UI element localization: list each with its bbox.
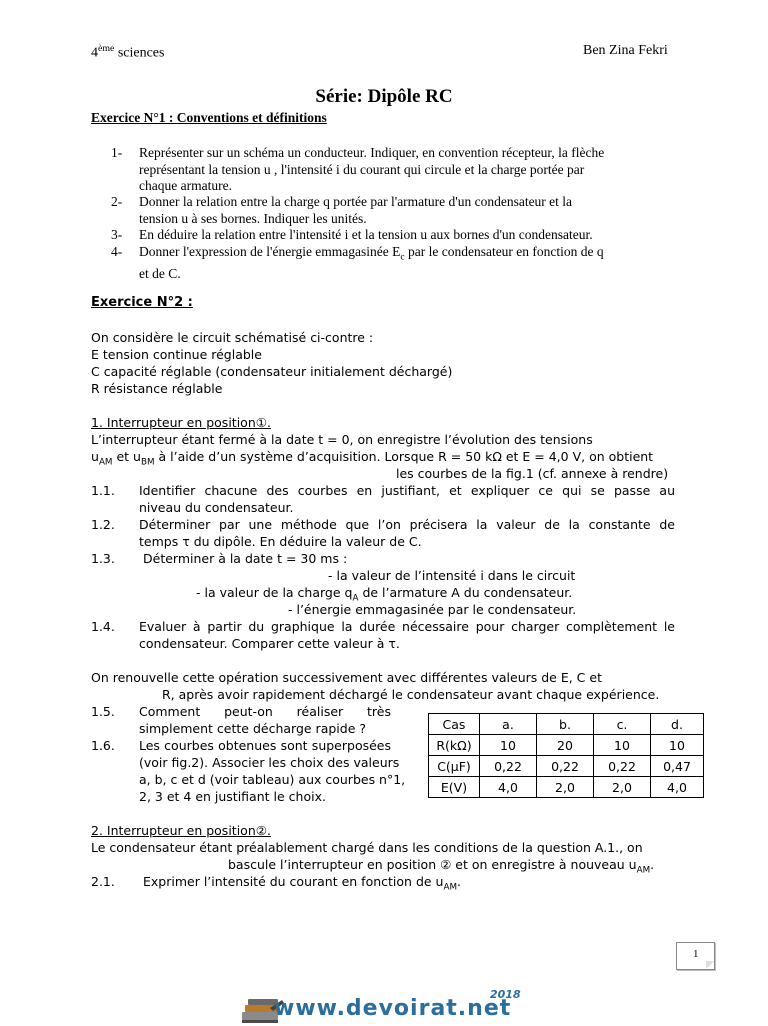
table-cell: E(V) xyxy=(429,777,480,798)
list-item xyxy=(139,244,699,283)
intro-line: R résistance réglable xyxy=(91,381,223,396)
item-line: tension u à ses bornes. Indiquer les unités. xyxy=(139,210,367,226)
intro-line: E tension continue réglable xyxy=(91,347,262,362)
list-item xyxy=(139,145,699,195)
part-1-heading: 1. Interrupteur en position①. xyxy=(91,415,271,430)
question-number: 1.6. xyxy=(91,738,115,753)
question-number: 1.1. xyxy=(91,483,115,498)
exercise-2-heading: Exercice N°2 : xyxy=(91,295,193,310)
values-table xyxy=(428,713,704,798)
question-line: Déterminer à la date t = 30 ms : xyxy=(143,551,348,566)
item-line: Représenter sur un schéma un conducteur. Indiquer, en convention récepteur, la flèche xyxy=(139,145,605,160)
table-cell: 10 xyxy=(651,735,704,756)
item-line: représentant la tension u , l'intensité i du courant qui circule et la charge portée par xyxy=(139,161,585,177)
question-line: Déterminer par une méthode que l’on précisera la valeur de la constante de xyxy=(139,517,675,532)
table-cell: 10 xyxy=(480,735,537,756)
table-row xyxy=(429,735,704,756)
item-number: 3- xyxy=(111,227,123,242)
footer-year: 2018 xyxy=(490,988,521,1001)
question-number: 2.1. xyxy=(91,874,115,889)
question-line: temps τ du dipôle. En déduire la valeur de C. xyxy=(139,534,422,549)
paragraph-line: R, après avoir rapidement déchargé le condensateur avant chaque expérience. xyxy=(162,687,660,702)
paragraph-line: $u_{AM}$ et $u_{BM}$ à l’aide d’un système d’acquisition. Lorsque R = 50 kΩ et E = 4,0 V, on obtient xyxy=(91,449,654,468)
item-number: 4- xyxy=(111,244,123,259)
paragraph-line: On renouvelle cette opération successivement avec différentes valeurs de E, C et xyxy=(91,670,602,685)
class-level: 4ème sciences xyxy=(91,43,165,61)
intro-line: C capacité réglable (condensateur initialement déchargé) xyxy=(91,364,453,379)
table-row xyxy=(429,756,704,777)
question-line: condensateur. Comparer cette valeur à τ. xyxy=(139,636,400,651)
item-line: Donner la relation entre la charge q portée par l'armature d'un condensateur et la xyxy=(139,194,573,209)
table-header-row xyxy=(429,714,704,735)
table-cell: 0,47 xyxy=(651,756,704,777)
question-line: - la valeur de l’intensité i dans le circuit xyxy=(328,568,576,583)
list-item xyxy=(139,227,699,244)
paragraph-line: les courbes de la fig.1 (cf. annexe à rendre) xyxy=(396,466,669,481)
item-line: et de C. xyxy=(139,266,181,282)
author-name: Ben Zina Fekri xyxy=(583,43,668,58)
exercise-1-heading: Exercice N°1 : Conventions et définitions xyxy=(91,110,327,125)
item-number: 2- xyxy=(111,194,123,209)
question-line: a, b, c et d (voir tableau) aux courbes n°1, xyxy=(139,772,406,787)
footer-watermark xyxy=(240,988,570,1024)
table-cell: 0,22 xyxy=(537,756,594,777)
table-cell: 2,0 xyxy=(537,777,594,798)
page-number: 1 xyxy=(693,948,699,960)
table-cell: C(μF) xyxy=(429,756,480,777)
table-cell: d. xyxy=(651,714,704,735)
question-line: niveau du condensateur. xyxy=(139,500,294,515)
question-line: - l’énergie emmagasinée par le condensateur. xyxy=(288,602,577,617)
item-line: En déduire la relation entre l'intensité i et la tension u aux bornes d'un condensateur. xyxy=(139,227,593,242)
question-line: 2, 3 et 4 en justifiant le choix. xyxy=(139,789,326,804)
question-number: 1.5. xyxy=(91,704,115,719)
question-line: - la valeur de la charge $q_A$ de l’armature A du condensateur. xyxy=(196,585,573,604)
table-row xyxy=(429,777,704,798)
table-cell: a. xyxy=(480,714,537,735)
table-cell: b. xyxy=(537,714,594,735)
item-line: Donner l'expression de l'énergie emmagasinée $E_c$ par le condensateur en fonction de q xyxy=(139,244,604,263)
paragraph-line: Le condensateur étant préalablement chargé dans les conditions de la question A.1., on xyxy=(91,840,643,855)
item-number: 1- xyxy=(111,145,123,160)
question-line: Exprimer l’intensité du courant en fonction de $u_{AM}$. xyxy=(143,874,461,893)
table-cell: 0,22 xyxy=(594,756,651,777)
table-cell: R(kΩ) xyxy=(429,735,480,756)
table-cell: Cas xyxy=(429,714,480,735)
page-number-box xyxy=(676,942,715,970)
question-number: 1.2. xyxy=(91,517,115,532)
footer-site: www.devoirat.net xyxy=(274,996,512,1021)
table-cell: 2,0 xyxy=(594,777,651,798)
question-number: 1.4. xyxy=(91,619,115,634)
paragraph-line: L’interrupteur étant fermé à la date t = 0, on enregistre l’évolution des tensions xyxy=(91,432,593,447)
table-cell: 4,0 xyxy=(651,777,704,798)
question-line: Identifier chacune des courbes en justifiant, et expliquer ce qui se passe au xyxy=(139,483,675,498)
part-2-heading: 2. Interrupteur en position②. xyxy=(91,823,271,838)
question-number: 1.3. xyxy=(91,551,115,566)
table-cell: 0,22 xyxy=(480,756,537,777)
table-cell: 4,0 xyxy=(480,777,537,798)
paragraph-line: bascule l’interrupteur en position ② et on enregistre à nouveau $u_{AM}$. xyxy=(228,857,655,876)
table-cell: c. xyxy=(594,714,651,735)
question-line: Comment peut-on réaliser très xyxy=(139,704,391,719)
list-item xyxy=(139,194,699,227)
page-title: Série: Dipôle RC xyxy=(315,86,453,107)
table-cell: 10 xyxy=(594,735,651,756)
table-cell: 20 xyxy=(537,735,594,756)
question-line: simplement cette décharge rapide ? xyxy=(139,721,366,736)
item-line: chaque armature. xyxy=(139,178,232,193)
question-line: Les courbes obtenues sont superposées xyxy=(139,738,391,753)
question-line: Evaluer à partir du graphique la durée nécessaire pour charger complètement le xyxy=(139,619,675,634)
intro-line: On considère le circuit schématisé ci-contre : xyxy=(91,330,374,345)
question-line: (voir fig.2). Associer les choix des valeurs xyxy=(139,755,400,770)
